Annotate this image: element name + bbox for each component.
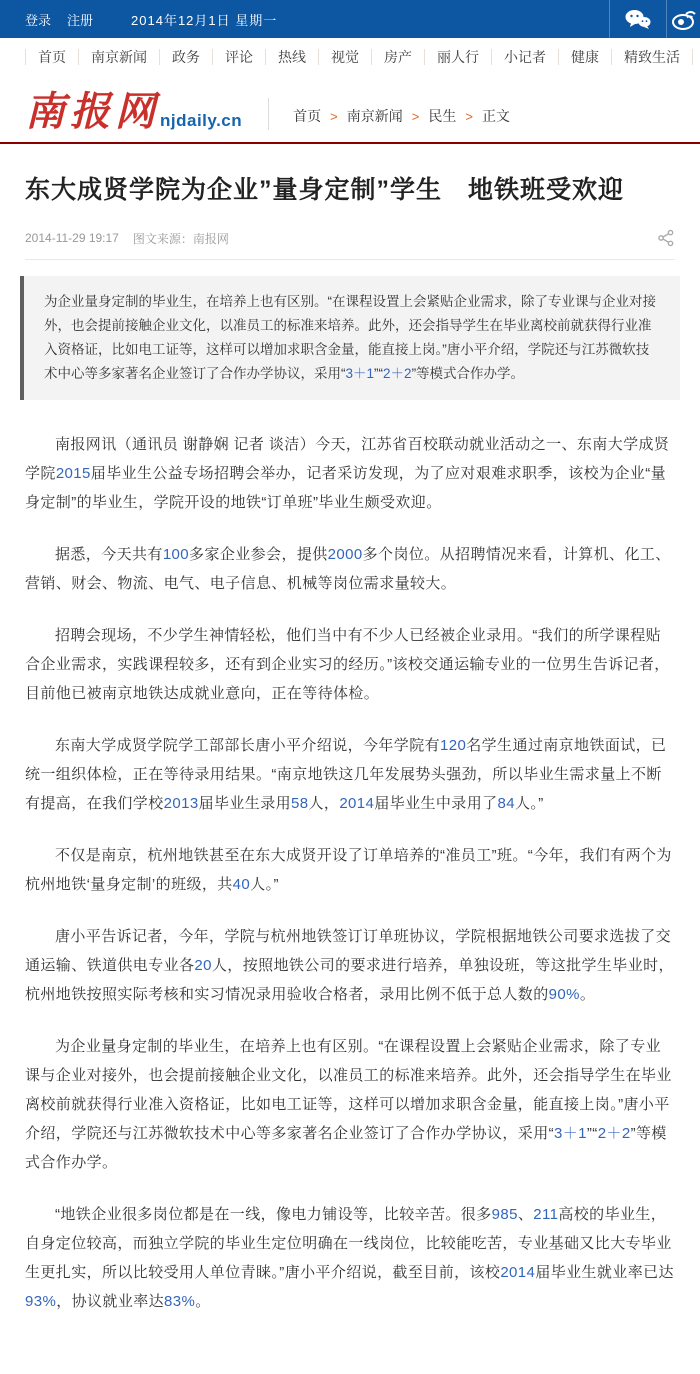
article-body — [25, 430, 675, 1316]
current-date: 2014年12月1日 星期一 — [131, 12, 278, 28]
breadcrumb-separator: > — [465, 108, 473, 124]
article-paragraph: 东南大学成贤学院学工部部长唐小平介绍说，今年学院有120名学生通过南京地铁面试，已统一组织体检，正在等待录用结果。“南京地铁这几年发展势头强劲，所以毕业生需求量上不断有提高，在我们学校2013届毕业生录用58人，2014届毕业生中录用了84人。” — [25, 737, 667, 812]
header-rule — [0, 142, 700, 144]
article — [0, 174, 700, 1316]
publish-time: 2014-11-29 19:17 — [25, 231, 119, 245]
nav-item-fine-life[interactable]: 精致生活 — [611, 49, 692, 65]
nav-item-ladies[interactable]: 丽人行 — [424, 49, 491, 65]
nav-item-government[interactable]: 政务 — [159, 49, 212, 65]
article-paragraph: 不仅是南京，杭州地铁甚至在东大成贤开设了订单培养的“准员工”班。“今年，我们有两个为杭州地铁‘量身定制’的班级，共40人。” — [25, 847, 672, 893]
nav-item-nanjing-news[interactable]: 南京新闻 — [78, 49, 159, 65]
article-paragraph: “地铁企业很多岗位都是在一线，像电力铺设等，比较辛苦。很多985、211高校的毕业生，自身定位较高，而独立学院的毕业生定位明确在一线岗位，比较能吃苦，专业基础又比大专毕业生更扎实，所以比较受用人单位青睐。”唐小平介绍说，截至目前，该校2014届毕业生就业率已达93%，协议就业率达83%。 — [25, 1206, 674, 1310]
nav-item-realestate[interactable]: 房产 — [371, 49, 424, 65]
summary-box: 为企业量身定制的毕业生，在培养上也有区别。“在课程设置上会紧贴企业需求，除了专业课与企业对接外，也会提前接触企业文化，以准员工的标准来培养。此外，还会指导学生在毕业离校前就获得行业准入资格证，比如电工证等，这样可以增加求职含金量，能直接上岗。”唐小平介绍，学院还与江苏微软技术中心等多家著名企业签订了合作办学协议，采用“3＋1”“2＋2”等模式合作办学。 — [20, 276, 680, 400]
article-meta — [25, 229, 675, 247]
meta-divider — [25, 259, 675, 260]
register-link[interactable]: 注册 — [67, 12, 94, 28]
article-paragraph: 据悉，今天共有100多家企业参会，提供2000多个岗位。从招聘情况来看，计算机、化工、营销、财会、物流、电气、电子信息、机械等岗位需求量较大。 — [25, 546, 671, 592]
breadcrumb-minsheng[interactable]: 民生 — [428, 108, 457, 124]
breadcrumb-home[interactable]: 首页 — [293, 108, 322, 124]
breadcrumb — [293, 106, 510, 126]
article-paragraph: 唐小平告诉记者，今年，学院与杭州地铁签订订单班协议，学院根据地铁公司要求选拔了交通运输、铁道供电专业各20人，按照地铁公司的要求进行培养，单独设班，等这批学生毕业时，杭州地铁按照实际考核和实习情况录用验收合格者，录用比例不低于总人数的90%。 — [25, 928, 674, 1003]
nav-item-junior-reporter[interactable]: 小记者 — [491, 49, 558, 65]
breadcrumb-current: 正文 — [481, 108, 510, 124]
weibo-icon[interactable] — [666, 0, 700, 38]
article-title: 东大成贤学院为企业”量身定制”学生 地铁班受欢迎 — [25, 176, 625, 204]
top-bar-left — [0, 10, 277, 29]
top-bar-social — [609, 0, 700, 38]
site-logo[interactable] — [25, 88, 243, 135]
breadcrumb-separator: > — [330, 108, 338, 124]
nav-item-health[interactable]: 健康 — [558, 49, 611, 65]
breadcrumb-nanjing-news[interactable]: 南京新闻 — [346, 108, 403, 124]
nav-divider — [692, 49, 693, 65]
logo-chinese: 南报网 — [25, 88, 160, 135]
logo-domain: njdaily.cn — [160, 111, 243, 130]
main-nav — [0, 38, 700, 76]
share-icon[interactable] — [657, 229, 675, 247]
article-paragraph: 为企业量身定制的毕业生，在培养上也有区别。“在课程设置上会紧贴企业需求，除了专业课与企业对接外，也会提前接触企业文化，以准员工的标准来培养。此外，还会指导学生在毕业离校前就获得行业准入资格证，比如电工证等，这样可以增加求职含金量，能直接上岗。”唐小平介绍，学院还与江苏微软技术中心等多家著名企业签订了合作办学协议，采用“3＋1”“2＋2”等模式合作办学。 — [25, 1038, 672, 1171]
article-source: 图文来源：南报网 — [132, 231, 229, 246]
header-divider — [268, 98, 269, 130]
article-paragraph: 招聘会现场，不少学生神情轻松，他们当中有不少人已经被企业录用。“我们的所学课程贴合企业需求，实践课程较多，还有到企业实习的经历。”该校交通运输专业的一位男生告诉记者，目前他已被南京地铁达成就业意向，正在等待体检。 — [25, 627, 670, 702]
site-header — [0, 76, 700, 142]
nav-item-home[interactable]: 首页 — [25, 49, 78, 65]
article-paragraph: 南报网讯（通讯员 谢静娴 记者 谈洁）今天，江苏省百校联动就业活动之一、东南大学成贤学院2015届毕业生公益专场招聘会举办，记者采访发现，为了应对艰难求职季，该校为企业“量身定制”的毕业生，学院开设的地铁“订单班”毕业生颇受欢迎。 — [25, 436, 670, 511]
login-link[interactable]: 登录 — [25, 12, 52, 28]
breadcrumb-separator: > — [411, 108, 420, 124]
wechat-icon[interactable] — [609, 0, 666, 38]
nav-item-hotline[interactable]: 热线 — [265, 49, 318, 65]
nav-item-vision[interactable]: 视觉 — [318, 49, 371, 65]
top-bar — [0, 0, 700, 38]
nav-item-comment[interactable]: 评论 — [212, 49, 265, 65]
